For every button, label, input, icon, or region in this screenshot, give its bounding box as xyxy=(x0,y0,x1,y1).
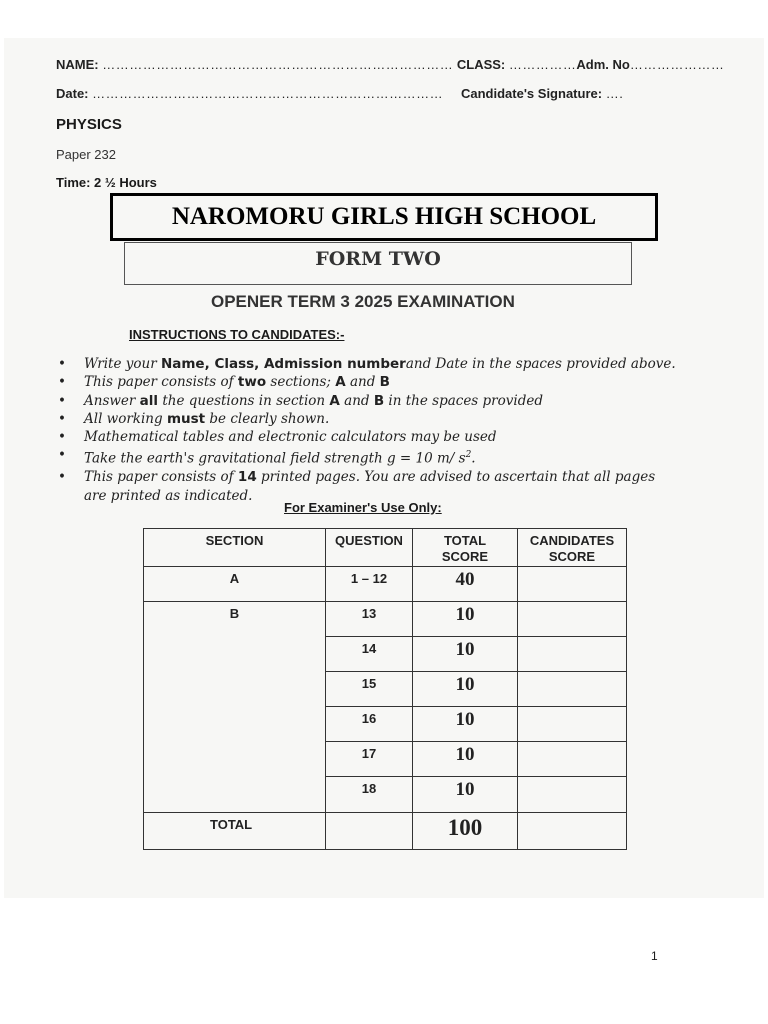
cell-total: 40 xyxy=(413,567,518,602)
instruction-emphasis: all xyxy=(139,392,159,409)
cell-candidate-score[interactable] xyxy=(518,777,627,813)
form-box xyxy=(124,242,632,285)
instruction-emphasis: B xyxy=(379,374,390,391)
instruction-text: be clearly shown. xyxy=(205,410,330,427)
table-header-row xyxy=(144,529,627,567)
instruction-text: in the spaces provided xyxy=(384,392,543,409)
instruction-text: and xyxy=(339,392,374,409)
cell-total: 10 xyxy=(413,742,518,777)
header-candidates-score xyxy=(518,529,627,567)
cell-total: 10 xyxy=(413,602,518,637)
instructions-list xyxy=(58,355,718,505)
total-candidate-score[interactable] xyxy=(518,813,627,850)
instruction-text: . xyxy=(471,450,476,467)
signature-label: Candidate's Signature: xyxy=(461,86,603,101)
bullet: • xyxy=(58,356,66,372)
table-row xyxy=(144,567,627,602)
cell-question: 16 xyxy=(326,707,413,742)
instruction-text: Answer xyxy=(84,392,140,409)
class-blank: …………… xyxy=(508,57,577,72)
time-allowed: Time: 2 ½ Hours xyxy=(56,175,157,190)
instruction-emphasis: Class, Admission number xyxy=(214,356,406,372)
cell-question: 17 xyxy=(326,742,413,777)
class-label: CLASS: xyxy=(456,57,506,72)
cell-question: 13 xyxy=(326,602,413,637)
header-total-score-text: TOTAL SCORE xyxy=(441,533,489,564)
instruction-text: printed pages. You are advised to ascertain that all pages xyxy=(256,469,656,486)
instruction-text: and xyxy=(345,374,380,391)
instructions-heading: INSTRUCTIONS TO CANDIDATES:- xyxy=(129,327,345,342)
instruction-text: sections; xyxy=(266,374,336,391)
signature-blank: …. xyxy=(605,86,624,101)
school-name-box xyxy=(110,193,658,241)
cell-candidate-score[interactable] xyxy=(518,567,627,602)
cell-candidate-score[interactable] xyxy=(518,742,627,777)
instruction-item xyxy=(58,410,718,428)
instruction-emphasis: two xyxy=(237,374,267,391)
instruction-item xyxy=(58,392,718,410)
adm-blank: ………………… xyxy=(629,57,725,72)
cell-candidate-score[interactable] xyxy=(518,707,627,742)
instruction-item xyxy=(58,373,718,391)
instruction-text: Take the earth's gravitational field strength g = 10 m/ s xyxy=(84,450,466,467)
score-table xyxy=(143,528,627,850)
date-blank: …………………………………………………………………… xyxy=(92,86,444,101)
cell-question: 18 xyxy=(326,777,413,813)
header-candidates-score-text: CANDIDATES SCORE xyxy=(529,533,615,564)
signature-line xyxy=(461,86,623,101)
header-section: SECTION xyxy=(144,529,326,567)
cell-candidate-score[interactable] xyxy=(518,672,627,707)
superscript: 2 xyxy=(465,450,472,461)
name-line xyxy=(56,57,724,72)
bullet: • xyxy=(58,392,66,409)
examiner-heading: For Examiner's Use Only: xyxy=(284,500,442,515)
instruction-text: are printed as indicated. xyxy=(84,487,253,504)
date-line xyxy=(56,86,443,101)
cell-total: 10 xyxy=(413,637,518,672)
cell-candidate-score[interactable] xyxy=(518,602,627,637)
exam-title: OPENER TERM 3 2025 EXAMINATION xyxy=(211,292,515,311)
total-label: TOTAL xyxy=(144,813,326,850)
instruction-emphasis: must xyxy=(166,410,206,427)
instruction-emphasis: Name xyxy=(160,356,205,372)
instruction-emphasis: A xyxy=(329,392,340,409)
cell-question: 1 – 12 xyxy=(326,567,413,602)
header-total-score xyxy=(413,529,518,567)
instruction-text: This paper consists of xyxy=(84,374,238,391)
table-row xyxy=(144,602,627,637)
instruction-item xyxy=(58,428,718,446)
name-blank: …………………………………………………………………… xyxy=(102,57,454,72)
instruction-text: and Date in the spaces provided above. xyxy=(405,356,676,372)
cell-total: 10 xyxy=(413,777,518,813)
bullet: • xyxy=(58,469,66,486)
instruction-text: All working xyxy=(84,410,167,427)
cell-candidate-score[interactable] xyxy=(518,637,627,672)
adm-label: Adm. No xyxy=(576,57,630,72)
instruction-item xyxy=(58,355,718,373)
total-question-cell xyxy=(326,813,413,850)
instruction-text: Mathematical tables and electronic calculators may be used xyxy=(84,429,497,446)
bullet: • xyxy=(58,429,66,446)
form-label: FORM TWO xyxy=(315,248,441,270)
cell-section: A xyxy=(144,567,326,602)
header-question: QUESTION xyxy=(326,529,413,567)
total-score: 100 xyxy=(413,813,518,850)
subject-title: PHYSICS xyxy=(56,116,122,133)
table-total-row xyxy=(144,813,627,850)
bullet: • xyxy=(58,447,66,464)
bullet: • xyxy=(58,410,66,427)
name-label: NAME: xyxy=(56,57,99,72)
paper-code: Paper 232 xyxy=(56,147,116,162)
instruction-text: the questions in section xyxy=(158,392,330,409)
school-name: NAROMORU GIRLS HIGH SCHOOL xyxy=(171,203,597,230)
instruction-text: This paper consists of xyxy=(84,469,238,486)
date-label: Date: xyxy=(56,86,89,101)
cell-section: B xyxy=(144,602,326,813)
cell-question: 15 xyxy=(326,672,413,707)
instruction-emphasis: A xyxy=(335,374,346,391)
cell-total: 10 xyxy=(413,672,518,707)
bullet: • xyxy=(58,374,66,391)
cell-total: 10 xyxy=(413,707,518,742)
page-number: 1 xyxy=(651,949,658,963)
instruction-text: Write your xyxy=(84,356,161,372)
instruction-emphasis: B xyxy=(373,392,385,409)
instruction-emphasis: 14 xyxy=(237,469,257,486)
instruction-item xyxy=(58,446,718,468)
instruction-emphasis: , xyxy=(204,356,215,372)
cell-question: 14 xyxy=(326,637,413,672)
